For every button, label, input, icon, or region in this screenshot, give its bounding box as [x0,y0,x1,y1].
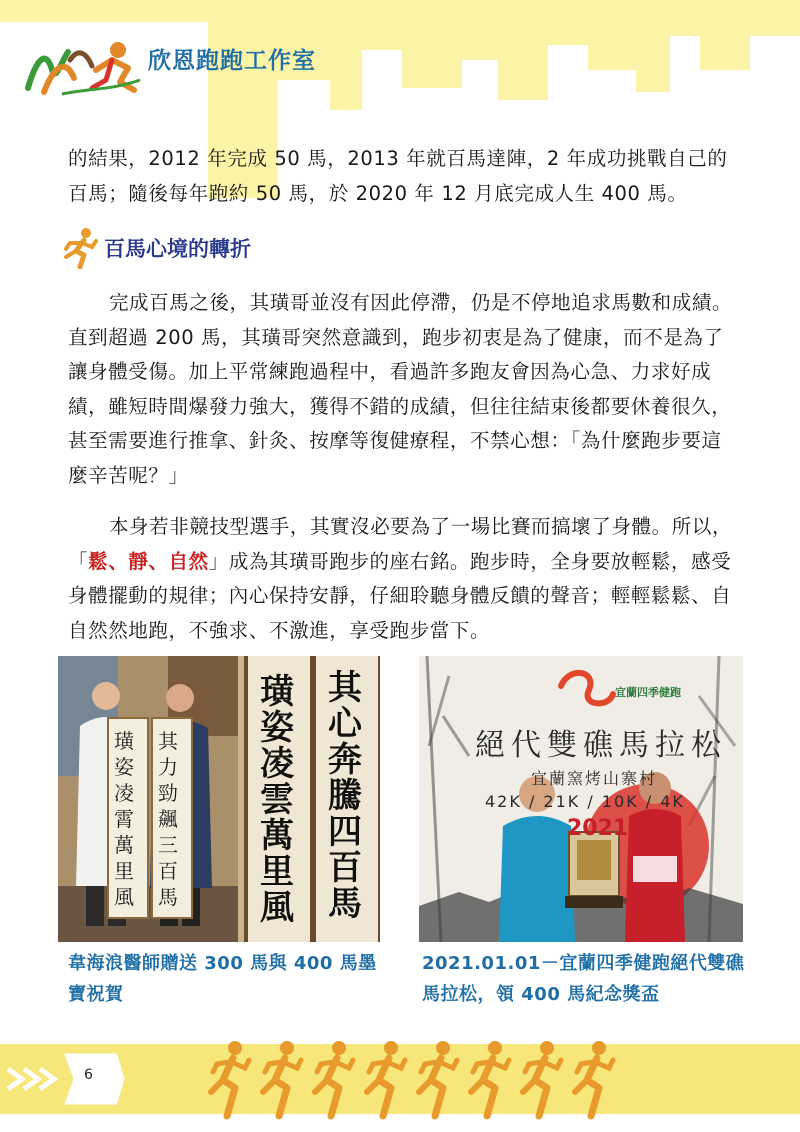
runners-decoration-icon [205,1036,625,1122]
logo-text: 欣恩跑跑工作室 [148,48,316,74]
banner-brand: 宜蘭四季健跑 [615,686,681,699]
paragraph-motto-start: 本身若非競技型選手，其實沒必要為了一場比賽而搞壞了身體。所以，「 [68,515,733,573]
header-decoration [588,0,636,70]
banner-location: 宜蘭窯烤山寨村 [531,769,658,788]
header-decoration [548,0,588,45]
runner-icon [58,227,100,269]
header-decoration [636,0,670,92]
held-scroll-right-text: 其力勁飆三百馬 [158,729,178,909]
section-heading-text: 百馬心境的轉折 [104,237,251,261]
held-scroll-left-text: 璜姿凌霄萬里風 [114,729,134,909]
paragraph-motto-end: 」成為其璜哥跑步的座右銘。跑步時，全身要放輕鬆，感受身體擺動的規律；內心保持安靜，仔細聆聽身體反饋的聲音；輕輕鬆鬆、自自然然地跑，不強求、不激進，享受跑步當下。 [68,549,732,642]
award-photo [419,656,743,942]
header-decoration [700,0,750,70]
header-decoration [462,0,498,60]
large-scroll-right-text: 其心奔騰四百馬 [328,668,362,924]
calligraphy-photo [58,656,380,942]
motto-highlight: 鬆、靜、自然 [88,549,209,573]
paragraph-motto [68,510,738,648]
large-scroll-left-text: 璜姿凌雲萬里風 [260,672,294,928]
paragraph-turning-point: 完成百馬之後，其璜哥並沒有因此停滯，仍是不停地追求馬數和成績。直到超過 200 馬，其璜哥突然意識到，跑步初衷是為了健康，而不是為了讓身體受傷。加上平常練跑過程中，看過許多跑友會因為心急、力求好成績，雖短時間爆發力強大，獲得不錯的成績，但往往結束後都要休養很久，甚至需要進行推拿、針灸、按摩等復健療程，不禁心想：「為什麼跑步要這麼辛苦呢？」 [68,291,733,487]
header-decoration [498,0,548,100]
banner-distances: 42K / 21K / 10K / 4K [485,792,685,811]
calligraphy-caption: 韋海浪醫師贈送 300 馬與 400 馬墨寶祝賀 [68,953,377,1005]
paragraph-intro: 的結果，2012 年完成 50 馬，2013 年就百馬達陣，2 年成功挑戰自己的百馬；隨後每年跑約 50 馬，於 2020 年 12 月底完成人生 400 馬。 [68,147,728,205]
studio-logo-icon [22,30,152,102]
page-number: 6 [84,1067,93,1083]
header-decoration [362,0,402,50]
header-decoration [402,0,462,88]
chevron-arrows-icon [0,1044,130,1114]
award-caption: 2021.01.01－宜蘭四季健跑絕代雙礁馬拉松，領 400 馬紀念獎盃 [422,953,745,1005]
banner-title: 絕代雙礁馬拉松 [475,728,727,763]
banner-year: 2021 [567,816,629,841]
header-decoration [330,0,362,110]
